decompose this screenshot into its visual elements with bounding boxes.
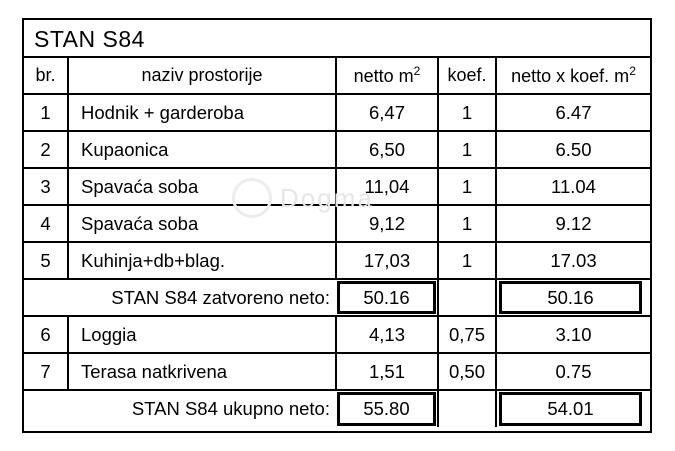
- row-name: Kupaonica: [68, 131, 336, 168]
- row-br: 7: [24, 353, 68, 390]
- row-netto: 1,51: [336, 353, 438, 390]
- row-total: 17.03: [496, 242, 650, 279]
- table-row: [24, 131, 650, 168]
- row-total: 3.10: [496, 316, 650, 353]
- watermark-text: Dogma: [280, 182, 374, 213]
- table-row: [24, 353, 650, 390]
- header-total: [496, 57, 650, 94]
- subtotal-label: STAN S84 zatvoreno neto:: [24, 279, 336, 316]
- subtotal-total-value: 50.16: [499, 281, 642, 314]
- table-header-row: [24, 57, 650, 94]
- row-total: 6.47: [496, 94, 650, 131]
- row-br: 2: [24, 131, 68, 168]
- header-netto: [336, 57, 438, 94]
- row-name: Spavaća soba: [68, 168, 336, 205]
- table-row: [24, 94, 650, 131]
- grandtotal-label: STAN S84 ukupno neto:: [24, 390, 336, 427]
- row-name: Loggia: [68, 316, 336, 353]
- row-total: 11.04: [496, 168, 650, 205]
- row-koef: 1: [438, 242, 496, 279]
- page-title: STAN S84: [34, 26, 145, 52]
- subtotal-row: [24, 279, 650, 316]
- table-row: [24, 205, 650, 242]
- row-name: Kuhinja+db+blag.: [68, 242, 336, 279]
- subtotal-netto-value: 50.16: [337, 281, 436, 314]
- table-row: [24, 316, 650, 353]
- subtotal-total: [496, 279, 650, 316]
- grandtotal-total: [496, 390, 650, 427]
- row-koef: 1: [438, 168, 496, 205]
- row-name: Spavaća soba: [68, 205, 336, 242]
- table-row: [24, 168, 650, 205]
- row-koef: 1: [438, 205, 496, 242]
- row-br: 4: [24, 205, 68, 242]
- row-total: 9.12: [496, 205, 650, 242]
- grandtotal-row: [24, 390, 650, 427]
- apartment-spec-sheet: [22, 18, 652, 433]
- row-total: 6.50: [496, 131, 650, 168]
- grandtotal-total-value: 54.01: [499, 392, 642, 426]
- header-netto-text: netto m: [353, 66, 414, 86]
- row-netto: 11,04: [336, 168, 438, 205]
- room-area-table: [24, 56, 650, 427]
- row-br: 6: [24, 316, 68, 353]
- header-name: naziv prostorije: [68, 57, 336, 94]
- row-koef: 0,75: [438, 316, 496, 353]
- row-koef: 1: [438, 94, 496, 131]
- header-koef: koef.: [438, 57, 496, 94]
- row-koef: 0,50: [438, 353, 496, 390]
- row-name: Terasa natkrivena: [68, 353, 336, 390]
- grandtotal-netto: [336, 390, 438, 427]
- header-total-text: netto x koef. m: [511, 66, 630, 86]
- row-br: 1: [24, 94, 68, 131]
- row-netto: 9,12: [336, 205, 438, 242]
- row-koef: 1: [438, 131, 496, 168]
- row-netto: 4,13: [336, 316, 438, 353]
- row-netto: 17,03: [336, 242, 438, 279]
- subtotal-koef: [438, 279, 496, 316]
- row-total: 0.75: [496, 353, 650, 390]
- table-row: [24, 242, 650, 279]
- row-netto: 6,47: [336, 94, 438, 131]
- subtotal-netto: [336, 279, 438, 316]
- row-br: 3: [24, 168, 68, 205]
- row-br: 5: [24, 242, 68, 279]
- grandtotal-koef: [438, 390, 496, 427]
- header-br: br.: [24, 57, 68, 94]
- row-name: Hodnik + garderoba: [68, 94, 336, 131]
- grandtotal-netto-value: 55.80: [337, 392, 436, 426]
- header-total-unit-exponent: 2: [629, 64, 636, 78]
- header-netto-unit-exponent: 2: [413, 64, 421, 78]
- row-netto: 6,50: [336, 131, 438, 168]
